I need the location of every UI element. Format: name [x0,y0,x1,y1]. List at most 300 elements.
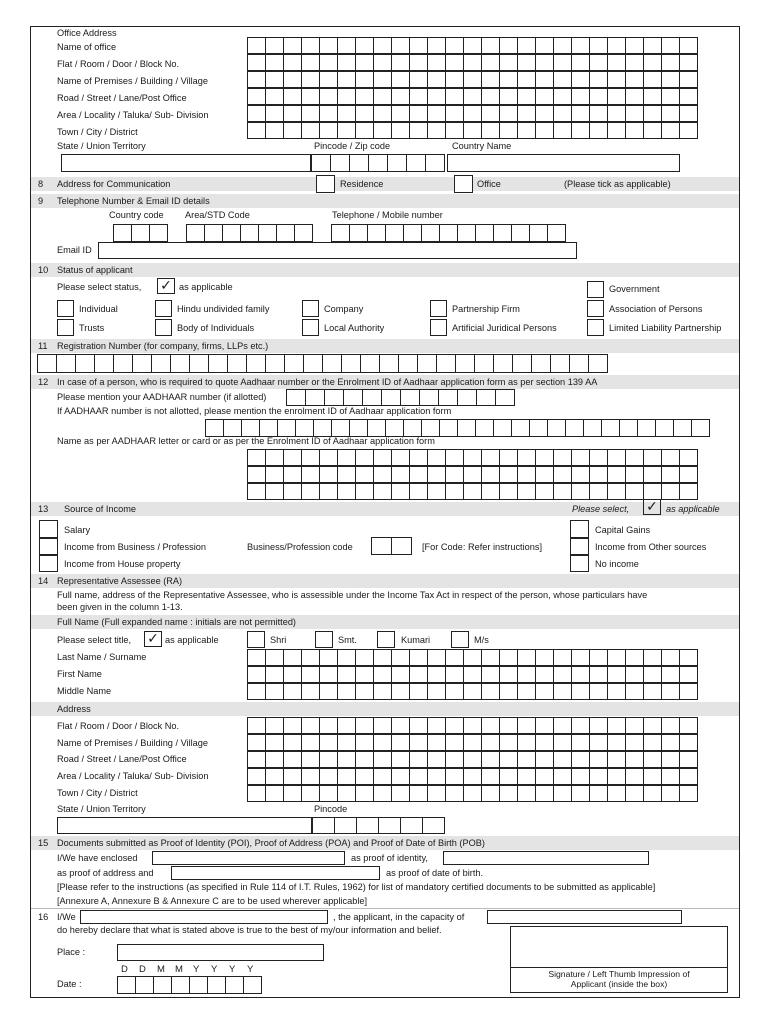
ms-checkbox[interactable] [451,631,469,648]
char-cell[interactable] [482,751,500,768]
char-cell[interactable] [428,734,446,751]
char-cell[interactable] [440,419,458,437]
char-cell[interactable] [482,71,500,88]
char-cell[interactable] [608,71,626,88]
char-cell[interactable] [332,224,350,242]
char-cell[interactable] [374,768,392,785]
area-code-grid[interactable] [186,224,313,242]
char-cell[interactable] [392,54,410,71]
char-cell[interactable] [259,224,277,242]
char-cell[interactable] [590,71,608,88]
char-cell[interactable] [284,466,302,483]
char-cell[interactable] [500,466,518,483]
char-cell[interactable] [338,88,356,105]
char-cell[interactable] [608,37,626,54]
char-cell[interactable] [626,683,644,700]
char-cell[interactable] [401,817,423,834]
char-cell[interactable] [132,224,150,242]
huf-checkbox[interactable] [155,300,172,317]
char-cell[interactable] [241,224,259,242]
char-cell[interactable] [392,768,410,785]
char-cell[interactable] [356,785,374,802]
char-cell[interactable] [554,734,572,751]
char-cell[interactable] [284,54,302,71]
char-cell[interactable] [392,71,410,88]
char-cell[interactable] [313,817,335,834]
char-cell[interactable] [357,817,379,834]
char-cell[interactable] [456,354,475,373]
char-cell[interactable] [356,683,374,700]
char-cell[interactable] [266,768,284,785]
char-cell[interactable] [410,666,428,683]
char-cell[interactable] [554,649,572,666]
char-cell[interactable] [572,785,590,802]
char-cell[interactable] [133,354,152,373]
char-cell[interactable] [536,466,554,483]
char-cell[interactable] [590,37,608,54]
char-cell[interactable] [302,717,320,734]
char-cell[interactable] [392,483,410,500]
char-cell[interactable] [464,649,482,666]
char-cell[interactable] [338,449,356,466]
char-cell[interactable] [302,54,320,71]
char-cell[interactable] [644,785,662,802]
char-cell[interactable] [374,683,392,700]
char-cell[interactable] [320,449,338,466]
partnership-checkbox[interactable] [430,300,447,317]
char-cell[interactable] [644,37,662,54]
char-cell[interactable] [518,466,536,483]
char-cell[interactable] [458,419,476,437]
char-cell[interactable] [428,768,446,785]
char-cell[interactable] [76,354,95,373]
ra-area-grid[interactable] [247,768,698,785]
char-cell[interactable] [536,37,554,54]
char-cell[interactable] [342,354,361,373]
char-cell[interactable] [248,88,266,105]
char-cell[interactable] [464,105,482,122]
char-cell[interactable] [392,717,410,734]
char-cell[interactable] [284,666,302,683]
capital-gains-checkbox[interactable] [570,520,589,538]
char-cell[interactable] [536,683,554,700]
char-cell[interactable] [302,768,320,785]
char-cell[interactable] [464,683,482,700]
char-cell[interactable] [410,71,428,88]
middle-name-grid[interactable] [247,683,698,700]
char-cell[interactable] [518,105,536,122]
char-cell[interactable] [482,717,500,734]
char-cell[interactable] [518,785,536,802]
char-cell[interactable] [266,649,284,666]
char-cell[interactable] [518,88,536,105]
office-country-input[interactable] [447,154,680,172]
char-cell[interactable] [554,54,572,71]
char-cell[interactable] [626,751,644,768]
aadhaar-grid[interactable] [286,389,515,406]
char-cell[interactable] [518,734,536,751]
char-cell[interactable] [407,154,426,172]
char-cell[interactable] [626,466,644,483]
char-cell[interactable] [266,734,284,751]
char-cell[interactable] [338,768,356,785]
char-cell[interactable] [590,122,608,139]
char-cell[interactable] [482,466,500,483]
char-cell[interactable] [662,768,680,785]
char-cell[interactable] [464,466,482,483]
char-cell[interactable] [518,768,536,785]
char-cell[interactable] [302,734,320,751]
char-cell[interactable] [500,734,518,751]
char-cell[interactable] [477,389,496,406]
char-cell[interactable] [266,37,284,54]
char-cell[interactable] [404,224,422,242]
char-cell[interactable] [338,466,356,483]
char-cell[interactable] [428,717,446,734]
char-cell[interactable] [206,419,224,437]
business-code-grid[interactable] [371,537,412,555]
char-cell[interactable] [338,54,356,71]
char-cell[interactable] [374,37,392,54]
char-cell[interactable] [662,785,680,802]
char-cell[interactable] [662,483,680,500]
char-cell[interactable] [500,88,518,105]
char-cell[interactable] [356,768,374,785]
char-cell[interactable] [590,666,608,683]
char-cell[interactable] [608,122,626,139]
char-cell[interactable] [420,389,439,406]
char-cell[interactable] [410,88,428,105]
char-cell[interactable] [266,354,285,373]
smt-checkbox[interactable] [315,631,333,648]
char-cell[interactable] [572,449,590,466]
char-cell[interactable] [302,785,320,802]
char-cell[interactable] [572,54,590,71]
char-cell[interactable] [518,71,536,88]
char-cell[interactable] [399,354,418,373]
char-cell[interactable] [338,122,356,139]
char-cell[interactable] [284,37,302,54]
char-cell[interactable] [392,88,410,105]
char-cell[interactable] [680,449,698,466]
ra-town-grid[interactable] [247,785,698,802]
char-cell[interactable] [530,224,548,242]
char-cell[interactable] [284,785,302,802]
char-cell[interactable] [302,449,320,466]
char-cell[interactable] [224,419,242,437]
char-cell[interactable] [277,224,295,242]
char-cell[interactable] [680,122,698,139]
char-cell[interactable] [554,717,572,734]
char-cell[interactable] [266,751,284,768]
kumari-checkbox[interactable] [377,631,395,648]
office-town-grid[interactable] [247,122,698,139]
char-cell[interactable] [482,449,500,466]
char-cell[interactable] [338,785,356,802]
email-input[interactable] [98,242,577,259]
char-cell[interactable] [320,483,338,500]
char-cell[interactable] [380,354,399,373]
char-cell[interactable] [608,785,626,802]
aadhaar-name-grid-1[interactable] [247,449,698,466]
char-cell[interactable] [608,751,626,768]
office-checkbox[interactable] [454,175,473,193]
char-cell[interactable] [554,71,572,88]
char-cell[interactable] [482,122,500,139]
char-cell[interactable] [401,389,420,406]
char-cell[interactable] [410,54,428,71]
char-cell[interactable] [320,683,338,700]
char-cell[interactable] [536,717,554,734]
char-cell[interactable] [482,483,500,500]
char-cell[interactable] [320,71,338,88]
char-cell[interactable] [554,785,572,802]
char-cell[interactable] [590,683,608,700]
local-authority-checkbox[interactable] [302,319,319,336]
char-cell[interactable] [302,483,320,500]
char-cell[interactable] [554,683,572,700]
char-cell[interactable] [482,785,500,802]
char-cell[interactable] [266,666,284,683]
char-cell[interactable] [338,666,356,683]
char-cell[interactable] [620,419,638,437]
char-cell[interactable] [57,354,76,373]
business-checkbox[interactable] [39,538,58,555]
char-cell[interactable] [446,71,464,88]
char-cell[interactable] [572,768,590,785]
char-cell[interactable] [335,817,357,834]
office-premises-grid[interactable] [247,71,698,88]
last-name-grid[interactable] [247,649,698,666]
char-cell[interactable] [590,449,608,466]
char-cell[interactable] [446,768,464,785]
char-cell[interactable] [209,354,228,373]
char-cell[interactable] [572,122,590,139]
char-cell[interactable] [446,54,464,71]
char-cell[interactable] [428,751,446,768]
char-cell[interactable] [496,389,515,406]
char-cell[interactable] [320,122,338,139]
char-cell[interactable] [446,785,464,802]
char-cell[interactable] [536,122,554,139]
char-cell[interactable] [608,88,626,105]
char-cell[interactable] [680,768,698,785]
char-cell[interactable] [464,785,482,802]
char-cell[interactable] [332,419,350,437]
char-cell[interactable] [458,224,476,242]
char-cell[interactable] [662,122,680,139]
char-cell[interactable] [338,734,356,751]
char-cell[interactable] [287,389,306,406]
char-cell[interactable] [644,734,662,751]
char-cell[interactable] [554,449,572,466]
char-cell[interactable] [464,122,482,139]
char-cell[interactable] [372,537,392,555]
char-cell[interactable] [248,54,266,71]
char-cell[interactable] [482,37,500,54]
char-cell[interactable] [248,683,266,700]
char-cell[interactable] [590,88,608,105]
char-cell[interactable] [680,105,698,122]
char-cell[interactable] [644,717,662,734]
char-cell[interactable] [680,466,698,483]
char-cell[interactable] [248,717,266,734]
office-flat-grid[interactable] [247,54,698,71]
char-cell[interactable] [114,224,132,242]
char-cell[interactable] [388,154,407,172]
char-cell[interactable] [518,122,536,139]
char-cell[interactable] [536,649,554,666]
char-cell[interactable] [644,88,662,105]
char-cell[interactable] [644,683,662,700]
char-cell[interactable] [500,449,518,466]
char-cell[interactable] [680,666,698,683]
char-cell[interactable] [369,154,388,172]
char-cell[interactable] [422,419,440,437]
char-cell[interactable] [446,37,464,54]
char-cell[interactable] [476,419,494,437]
char-cell[interactable] [410,122,428,139]
char-cell[interactable] [374,466,392,483]
char-cell[interactable] [302,105,320,122]
char-cell[interactable] [590,105,608,122]
char-cell[interactable] [266,449,284,466]
char-cell[interactable] [392,649,410,666]
poi-input-2[interactable] [443,851,649,865]
char-cell[interactable] [152,354,171,373]
char-cell[interactable] [608,649,626,666]
char-cell[interactable] [608,734,626,751]
char-cell[interactable] [410,466,428,483]
char-cell[interactable] [518,666,536,683]
char-cell[interactable] [248,37,266,54]
char-cell[interactable] [244,976,262,994]
char-cell[interactable] [608,466,626,483]
char-cell[interactable] [518,717,536,734]
char-cell[interactable] [608,683,626,700]
char-cell[interactable] [536,768,554,785]
char-cell[interactable] [662,449,680,466]
char-cell[interactable] [338,751,356,768]
char-cell[interactable] [284,649,302,666]
aadhaar-name-grid-3[interactable] [247,483,698,500]
char-cell[interactable] [662,751,680,768]
char-cell[interactable] [512,419,530,437]
char-cell[interactable] [566,419,584,437]
char-cell[interactable] [374,649,392,666]
char-cell[interactable] [572,37,590,54]
char-cell[interactable] [446,751,464,768]
char-cell[interactable] [482,105,500,122]
char-cell[interactable] [590,483,608,500]
char-cell[interactable] [494,354,513,373]
char-cell[interactable] [548,419,566,437]
char-cell[interactable] [644,483,662,500]
char-cell[interactable] [439,389,458,406]
house-checkbox[interactable] [39,555,58,572]
char-cell[interactable] [338,483,356,500]
char-cell[interactable] [590,751,608,768]
char-cell[interactable] [368,419,386,437]
char-cell[interactable] [572,483,590,500]
char-cell[interactable] [446,649,464,666]
char-cell[interactable] [590,785,608,802]
char-cell[interactable] [392,683,410,700]
char-cell[interactable] [554,483,572,500]
char-cell[interactable] [118,976,136,994]
ra-state-input[interactable] [57,817,312,834]
char-cell[interactable] [680,37,698,54]
char-cell[interactable] [284,717,302,734]
char-cell[interactable] [320,751,338,768]
char-cell[interactable] [572,751,590,768]
char-cell[interactable] [458,389,477,406]
char-cell[interactable] [482,666,500,683]
char-cell[interactable] [344,389,363,406]
country-code-grid[interactable] [113,224,168,242]
char-cell[interactable] [464,751,482,768]
char-cell[interactable] [500,683,518,700]
llp-checkbox[interactable] [587,319,604,336]
char-cell[interactable] [374,785,392,802]
char-cell[interactable] [662,649,680,666]
char-cell[interactable] [500,785,518,802]
char-cell[interactable] [662,666,680,683]
char-cell[interactable] [386,419,404,437]
char-cell[interactable] [626,666,644,683]
char-cell[interactable] [410,37,428,54]
char-cell[interactable] [428,785,446,802]
char-cell[interactable] [554,751,572,768]
char-cell[interactable] [554,466,572,483]
char-cell[interactable] [228,354,247,373]
char-cell[interactable] [320,54,338,71]
char-cell[interactable] [356,734,374,751]
char-cell[interactable] [464,71,482,88]
individual-checkbox[interactable] [57,300,74,317]
char-cell[interactable] [590,717,608,734]
char-cell[interactable] [608,666,626,683]
char-cell[interactable] [500,54,518,71]
char-cell[interactable] [551,354,570,373]
char-cell[interactable] [410,649,428,666]
char-cell[interactable] [356,122,374,139]
ra-premises-grid[interactable] [247,734,698,751]
char-cell[interactable] [323,354,342,373]
char-cell[interactable] [680,71,698,88]
char-cell[interactable] [418,354,437,373]
char-cell[interactable] [548,224,566,242]
char-cell[interactable] [374,449,392,466]
char-cell[interactable] [626,71,644,88]
char-cell[interactable] [446,683,464,700]
char-cell[interactable] [248,466,266,483]
char-cell[interactable] [302,683,320,700]
char-cell[interactable] [404,419,422,437]
char-cell[interactable] [464,54,482,71]
char-cell[interactable] [644,649,662,666]
office-name-grid[interactable] [247,37,698,54]
char-cell[interactable] [572,88,590,105]
char-cell[interactable] [446,105,464,122]
char-cell[interactable] [356,666,374,683]
char-cell[interactable] [428,683,446,700]
char-cell[interactable] [446,466,464,483]
char-cell[interactable] [248,666,266,683]
char-cell[interactable] [356,54,374,71]
char-cell[interactable] [392,537,412,555]
char-cell[interactable] [410,105,428,122]
